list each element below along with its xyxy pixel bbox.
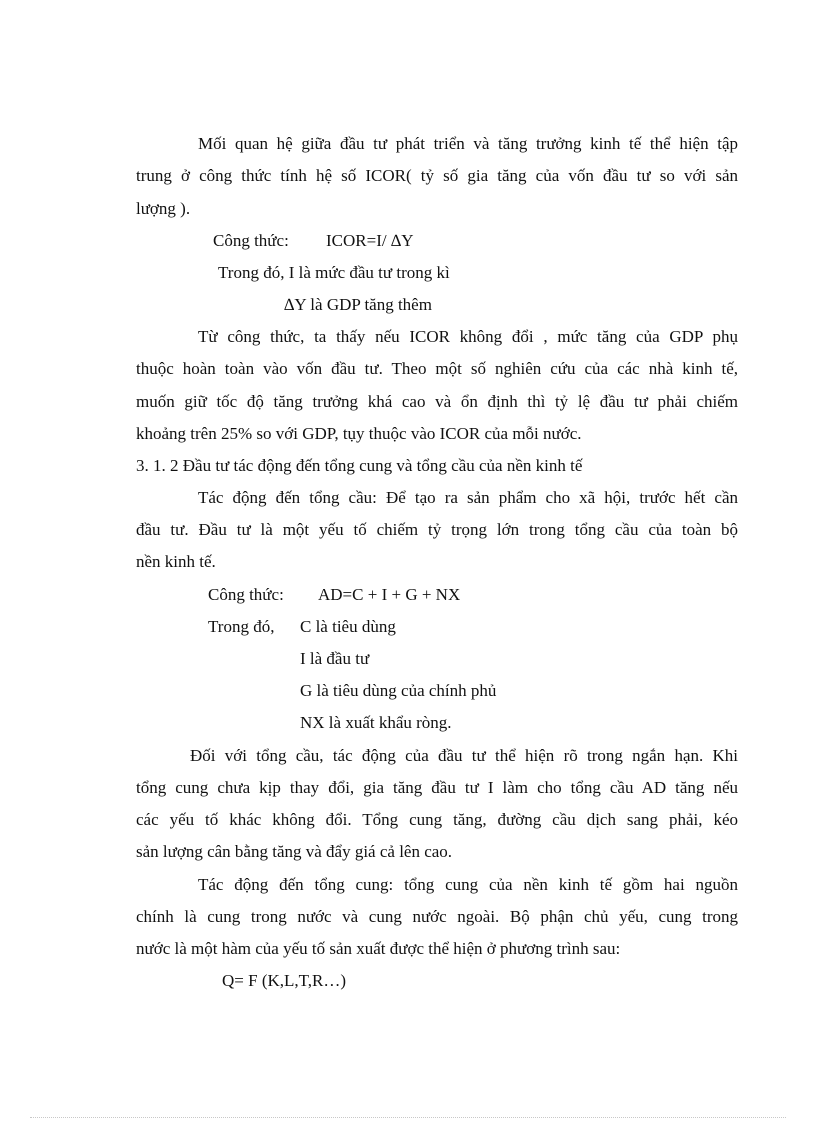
formula-1-where-1: Trong đó, I là mức đầu tư trong kì: [218, 263, 450, 282]
paragraph-2-line-1: Từ công thức, ta thấy nếu ICOR không đổi , mức tăng của GDP phụ: [198, 327, 738, 346]
page-bottom-divider: [30, 1117, 786, 1118]
formula-2-item: I là đầu tư: [300, 649, 370, 668]
formula-1-expression: ICOR=I/ ∆Y: [326, 231, 414, 250]
section-heading: 3. 1. 2 Đầu tư tác động đến tổng cung và tổng cầu của nền kinh tế: [136, 456, 583, 475]
formula-1-where-2: ∆Y là GDP tăng thêm: [284, 295, 432, 314]
paragraph-4-line-1: Đối với tổng cầu, tác động của đầu tư thể hiện rõ trong ngắn hạn. Khi: [190, 746, 738, 765]
formula-2-item: C là tiêu dùng: [300, 617, 396, 636]
paragraph-5-line-2: chính là cung trong nước và cung nước ngoài. Bộ phận chủ yếu, cung trong: [136, 907, 738, 926]
formula-2-expression: AD=C + I + G + NX: [318, 585, 461, 604]
formula-2-item: NX là xuất khẩu ròng.: [300, 713, 452, 732]
paragraph-2-line-2: thuộc hoàn toàn vào vốn đầu tư. Theo một số nghiên cứu của các nhà kinh tế,: [136, 359, 738, 378]
paragraph-1-line-1: Mối quan hệ giữa đầu tư phát triển và tăng trưởng kinh tế thể hiện tập: [198, 134, 738, 153]
formula-2-item: G là tiêu dùng của chính phủ: [300, 681, 497, 700]
paragraph-4-line-4: sản lượng cân bằng tăng và đẩy giá cả lên cao.: [136, 842, 453, 861]
formula-2-where-label: Trong đó,: [208, 617, 275, 636]
formula-3: Q= F (K,L,T,R…): [222, 971, 347, 990]
paragraph-2-line-4: khoảng trên 25% so với GDP, tụy thuộc vào ICOR của mỗi nước.: [136, 424, 582, 443]
paragraph-3-line-1: Tác động đến tổng cầu: Để tạo ra sản phẩm cho xã hội, trước hết cần: [198, 488, 738, 507]
paragraph-2-line-3: muốn giữ tốc độ tăng trưởng khá cao và ổn định thì tỷ lệ đầu tư phải chiếm: [136, 392, 738, 411]
paragraph-5-line-3: nước là một hàm của yếu tố sản xuất được thể hiện ở phương trình sau:: [136, 939, 621, 958]
paragraph-4-line-3: các yếu tố khác không đổi. Tổng cung tăng, đường cầu dịch sang phải, kéo: [136, 810, 738, 829]
paragraph-1-line-3: lượng ).: [136, 199, 191, 218]
paragraph-4-line-2: tổng cung chưa kịp thay đổi, gia tăng đầu tư I làm cho tổng cầu AD tăng nếu: [136, 778, 738, 797]
formula-2-label: Công thức:: [208, 585, 284, 604]
paragraph-3-line-3: nền kinh tế.: [136, 552, 216, 571]
paragraph-5-line-1: Tác động đến tổng cung: tổng cung của nền kinh tế gồm hai nguồn: [198, 875, 738, 894]
paragraph-1-line-2: trung ở công thức tính hệ số ICOR( tỷ số gia tăng của vốn đầu tư so với sản: [136, 166, 738, 185]
formula-1-label: Công thức:: [213, 231, 289, 250]
paragraph-3-line-2: đầu tư. Đầu tư là một yếu tố chiếm tỷ trọng lớn trong tổng cầu của toàn bộ: [136, 520, 738, 539]
